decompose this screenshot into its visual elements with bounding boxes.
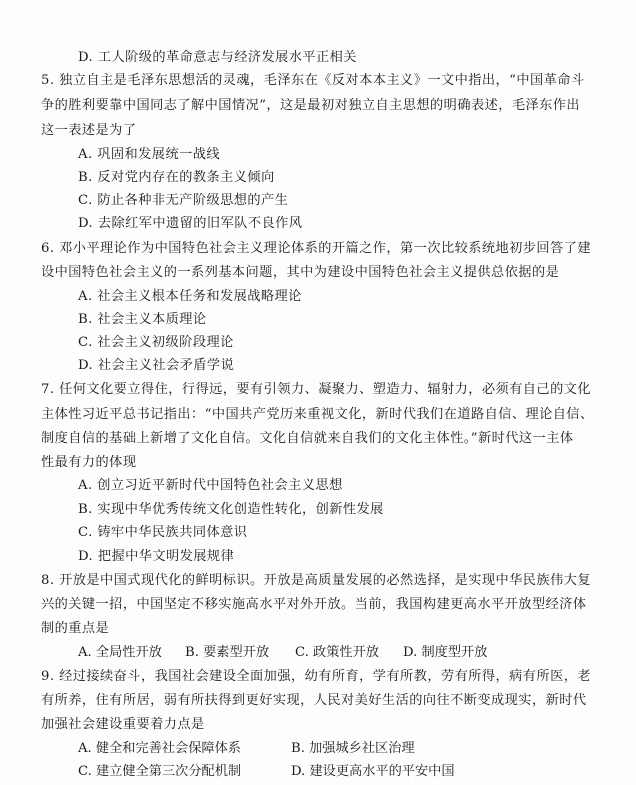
q7-stem-line-4: 性最有力的体现 [41,455,137,470]
q5-option-a: A. 巩固和发展统一战线 [78,147,220,162]
q8-stem-line-3: 制的重点是 [41,621,110,636]
q6-option-a: A. 社会主义根本任务和发展战略理论 [78,289,302,304]
q8-option-b: B. 要素型开放 [185,645,270,660]
q5-stem-line-2: 争的胜利要靠中国同志了解中国情况”，这是最初对独立自主思想的明确表述，毛泽东作出 [41,98,581,113]
q7-option-d: D. 把握中华文明发展规律 [78,549,235,564]
q9-stem-line-2: 有所养，住有所居，弱有所扶得到更好实现，人民对美好生活的向往不断变成现实，新时代 [41,693,587,708]
q5-option-c: C. 防止各种非无产阶级思想的产生 [78,193,289,208]
q7-stem-line-3: 制度自信的基础上新增了文化自信。文化自信就来自我们的文化主体性。”新时代这一主体 [41,431,574,446]
q9-options-row-1 [78,739,415,759]
q9-option-c: C. 建立健全第三次分配机制 [78,764,242,779]
q5-option-b: B. 反对党内存在的教条主义倾向 [78,170,275,185]
q6-option-b: B. 社会主义本质理论 [78,312,207,327]
q9-stem-line-1: 9. 经过接续奋斗，我国社会建设全面加强，幼有所育，学有所教，劳有所得，病有所医，老 [41,669,591,684]
q6-stem-line-1: 6. 邓小平理论作为中国特色社会主义理论体系的开篇之作，第一次比较系统地初步回答了建 [41,241,591,256]
q4-option-d: D. 工人阶级的革命意志与经济发展水平正相关 [78,50,357,65]
q8-stem-line-1: 8. 开放是中国式现代化的鲜明标识。开放是高质量发展的必然选择，是实现中华民族伟大复 [41,573,591,588]
q8-option-c: C. 政策性开放 [295,645,379,660]
q7-stem-line-2: 主体性习近平总书记指出：“中国共产党历来重视文化，新时代我们在道路自信、理论自信、 [41,407,594,422]
q9-option-d: D. 建设更高水平的平安中国 [291,764,455,779]
q6-option-c: C. 社会主义初级阶段理论 [78,335,234,350]
q8-option-a: A. 全局性开放 [78,645,162,660]
q9-stem-line-3: 加强社会建设重要着力点是 [41,717,205,732]
q8-stem-line-2: 兴的关键一招，中国坚定不移实施高水平对外开放。当前，我国构建更高水平开放型经济体 [41,597,587,612]
q5-stem-line-1: 5. 独立自主是毛泽东思想活的灵魂，毛泽东在《反对本本主义》一文中指出，“中国革命斗 [41,73,585,88]
q5-stem-line-3: 这一表述是为了 [41,123,137,138]
q7-option-a: A. 创立习近平新时代中国特色社会主义思想 [78,478,343,493]
q9-option-b: B. 加强城乡社区治理 [291,741,415,756]
q5-option-d: D. 去除红军中遗留的旧军队不良作风 [78,216,303,231]
q9-option-a: A. 健全和完善社会保障体系 [78,741,241,756]
q8-option-d: D. 制度型开放 [403,645,488,660]
q6-option-d: D. 社会主义社会矛盾学说 [78,358,235,373]
q6-stem-line-2: 设中国特色社会主义的一系列基本问题，其中为建设中国特色社会主义提供总依据的是 [41,265,560,280]
q8-options-row [78,643,487,663]
q7-stem-line-1: 7. 任何文化要立得住，行得远，要有引领力、凝聚力、塑造力、辐射力，必须有自己的文化 [41,382,591,397]
q7-option-c: C. 铸牢中华民族共同体意识 [78,525,248,540]
q7-option-b: B. 实现中华优秀传统文化创造性转化，创新性发展 [78,502,384,517]
q9-options-row-2 [78,762,455,782]
